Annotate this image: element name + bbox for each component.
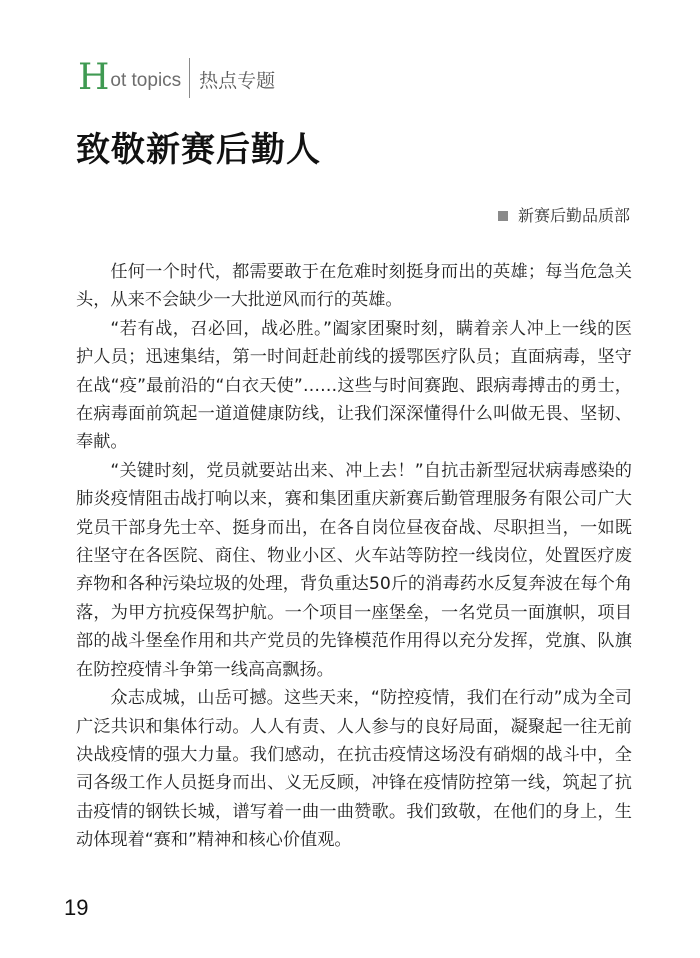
article-body bbox=[76, 258, 632, 855]
page-number: 19 bbox=[64, 895, 89, 920]
byline-square-icon bbox=[498, 211, 508, 221]
paragraph-1: 任何一个时代，都需要敢于在危难时刻挺身而出的英雄；每当危急关头，从来不会缺少一大批逆风而行的英雄。 bbox=[76, 262, 632, 311]
header-chinese-label: 热点专题 bbox=[199, 70, 276, 92]
byline-author: 新赛后勤品质部 bbox=[517, 206, 630, 225]
paragraph-3: “关键时刻，党员就要站出来、冲上去！”自抗击新型冠状病毒感染的肺炎疫情阻击战打响以来，赛和集团重庆新赛后勤管理服务有限公司广大党员干部身先士卒、挺身而出，在各自岗位昼夜奋战、尽职担当，一如既往坚守在各医院、商住、物业小区、火车站等防控一线岗位，处置医疗废弃物和各种污染垃圾的处理，背负重达50斤的消毒药水反复奔波在每个角落，为甲方抗疫保驾护航。一个项目一座堡垒，一名党员一面旗帜，项目部的战斗堡垒作用和共产党员的先锋模范作用得以充分发挥，党旗、队旗在防控疫情斗争第一线高高飘扬。 bbox=[76, 460, 632, 680]
byline bbox=[498, 205, 630, 227]
article-title: 致敬新赛后勤人 bbox=[76, 130, 321, 170]
paragraph-4: 众志成城，山岳可撼。这些天来，“防控疫情，我们在行动”成为全司广泛共识和集体行动。人人有责、人人参与的良好局面，凝聚起一往无前决战疫情的强大力量。我们感动，在抗击疫情这场没有硝烟的战斗中，全司各级工作人员挺身而出、义无反顾，冲锋在疫情防控第一线，筑起了抗击疫情的钢铁长城，谱写着一曲一曲赞歌。我们致敬，在他们的身上，生动体现着“赛和”精神和核心价值观。 bbox=[76, 688, 632, 851]
header-divider bbox=[189, 58, 190, 98]
header-english-label: ot topics bbox=[110, 70, 182, 91]
header-initial: H bbox=[78, 57, 110, 98]
paragraph-2: “若有战，召必回，战必胜。”阖家团聚时刻，瞒着亲人冲上一线的医护人员；迅速集结，第一时间赶赴前线的援鄂医疗队员；直面病毒，坚守在战“疫”最前沿的“白衣天使”……这些与时间赛跑、跟病毒搏击的勇士，在病毒面前筑起一道道健康防线，让我们深深懂得什么叫做无畏、坚韧、奉献。 bbox=[76, 318, 632, 453]
section-header bbox=[78, 52, 275, 98]
